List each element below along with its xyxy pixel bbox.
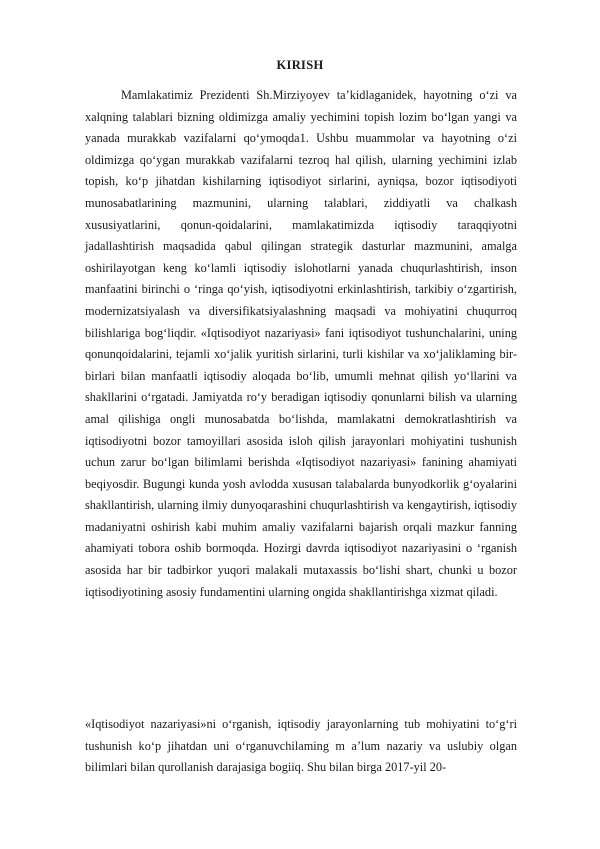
paragraph-introduction: Mamlakatimiz Prezidenti Sh.Mirziyoyev ta’kidlaganidek, hayotning o‘zi va xalqning talablari bizning oldimizga amaliy yechimini topish lozim bo‘lgan yangi va yanada murakkab vazifalarni qo‘ymoqda1. Ushbu muammolar va hayotning o‘zi oldimizga qo‘ygan murakkab vazifalarni tezroq hal qilish, ularning yechimini izlab topish, ko‘p jihatdan kishilarning iqtisodiyot sirlarini, ayniqsa, bozor iqtisodiyoti munosabatlarining mazmunini, ularning talablari, ziddiyatli va chalkash xususiyatlarini, qonun-qoidalarini, mamlakatimizda iqtisodiy taraqqiyotni jadallashtirish maqsadida qabul qilingan strategik dasturlar mazmunini, amalga oshirilayotgan keng ko‘lamli iqtisodiy islohotlarni yanada chuqurlashtirish, inson manfaatini birinchi o ‘ringa qo‘yish, iqtisodiyotni erkinlashtirish, tarkibiy o‘zgartirish, modernizatsiyalash va diversifikatsiyalashning maqsadi va mohiyatini chuqurroq bilishlariga bog‘liqdir. «Iqtisodiyot nazariyasi» fani iqtisodiyot tushunchalarini, uning qonunqoidalarini, tejamli xo‘jalik yuritish sirlarini, turli kishilar va xo‘jaliklaming bir-birlari bilan manfaatli iqtisodiy aloqada bo‘lib, umumli mehnat qilish yo‘llarini va shakllarini o‘rgatadi. Jamiyatda ro‘y beradigan iqtisodiy qonunlarni bilish va ularning amal qilishiga ongli munosabatda bo‘lishda, mamlakatni demokratlashtirish va iqtisodiyotni bozor tamoyillari asosida isloh qilish jarayonlari mohiyatini tushunish uchun zarur bo‘lgan bilimlami berishda «Iqtisodiyot nazariyasi» fanining ahamiyati beqiyosdir. Bugungi kunda yosh avlodda xususan talabalarda bunyodkorlik g‘oyalarini shakllantirish, ularning ilmiy dunyoqarashini chuqurlashtirish va kengaytirish, iqtisodiy madaniyatni oshirish kabi muhim amaliy vazifalarni bajarish orqali mazkur fanning ahamiyati tobora oshib bormoqda. Hozirgi davrda iqtisodiyot nazariyasini o ‘rganish asosida har bir tadbirkor yuqori malakali mutaxassis bo‘lishi shart, chunki u bozor iqtisodiyotining asosiy fundamentini ularning ongida shakllantirishga xizmat qiladi. [85, 88, 517, 599]
page-title: KIRISH [276, 58, 324, 72]
paragraph-continuation: «Iqtisodiyot nazariyasi»ni o‘rganish, iqtisodiy jarayonlarning tub mohiyatini to‘g‘ri tushunish ko‘p jihatdan uni o‘rganuvchilaming m a’lum nazariy va uslubiy olgan bilimlari bilan qurollanish darajasiga bogiiq. Shu bilan birga 2017-yil 20- [85, 717, 517, 775]
